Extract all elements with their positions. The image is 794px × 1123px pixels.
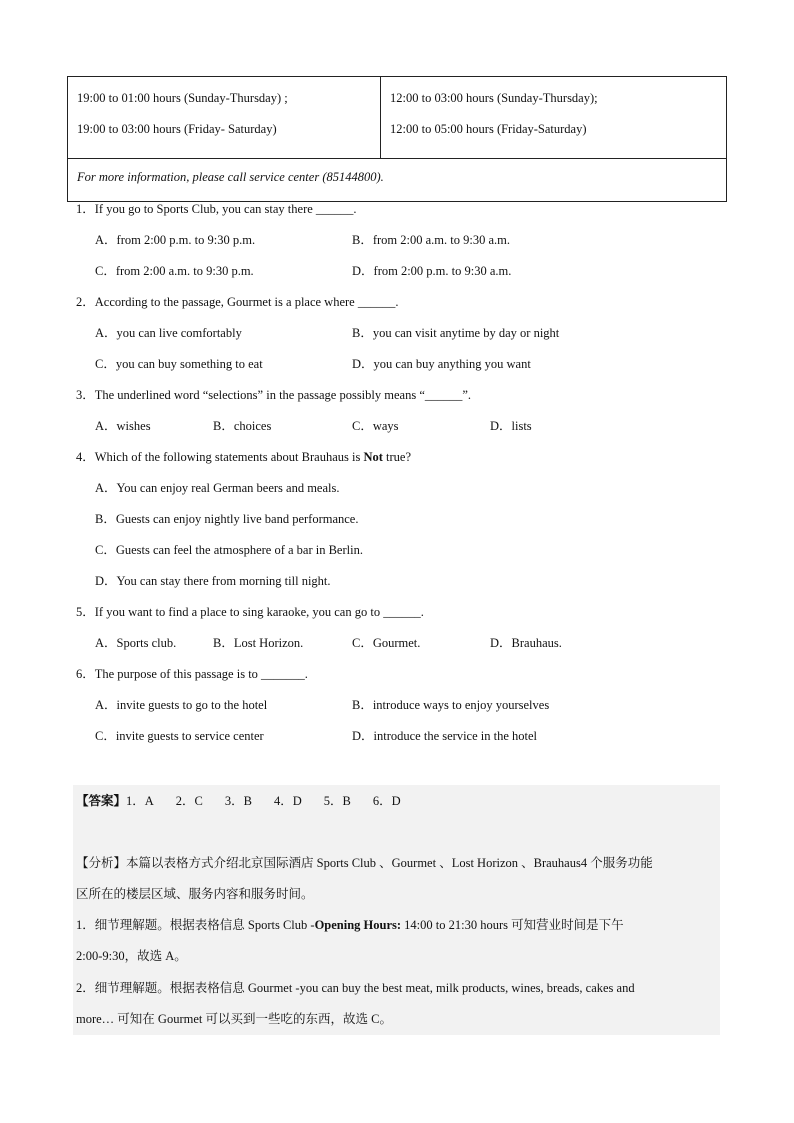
option-row [76,633,736,664]
option-d: D．You can stay there from morning till night. [95,574,331,588]
analysis-q1-cont: 2:00-9:30，故选 A。 [76,949,187,963]
stem-emphasis: Not [363,450,383,464]
option-a: A．Sports club. [95,636,177,650]
question-5 [76,602,736,664]
table-cell-left [68,77,381,159]
question-6 [76,664,736,757]
answer-item: 5．B [323,794,351,808]
question-2 [76,292,736,385]
opening-hours-table [67,76,727,202]
question-list [76,199,736,757]
option-row [76,695,736,726]
option-row [76,323,736,354]
answer-item: 6．D [372,794,401,808]
analysis-intro: 【分析】本篇以表格方式介绍北京国际酒店 Sports Club 、Gourmet 、Lost Horizon 、Brauhaus4 个服务功能 [76,856,653,870]
option-a: A．you can live comfortably [95,326,242,340]
answer-line [76,791,423,811]
analysis-q2-cont: more… 可知在 Gourmet 可以买到一些吃的东西，故选 C。 [76,1012,392,1026]
option-row [76,261,736,292]
table-row [68,77,727,159]
answer-analysis-box [73,785,720,1035]
option-d: D．Brauhaus. [490,636,562,650]
question-1 [76,199,736,292]
option-a: A．wishes [95,419,151,433]
option-d: D．you can buy anything you want [352,357,531,371]
analysis-q2: 2．细节理解题。根据表格信息 Gourmet -you can buy the best meat, milk products, wines, breads, cakes and [76,981,635,995]
analysis-q1 [76,915,624,935]
analysis-emphasis: Opening Hours: [314,918,402,932]
answer-item: 3．B [224,794,252,808]
answer-item: 1．A [126,794,154,808]
option-row [76,416,736,447]
option-d: D．lists [490,419,532,433]
table-note-cell [68,159,727,202]
option-row [76,571,736,602]
hours-line: 19:00 to 03:00 hours (Friday- Saturday) [77,122,277,136]
question-4 [76,447,736,602]
option-d: D．from 2:00 p.m. to 9:30 a.m. [352,264,512,278]
stem-text: true? [382,450,412,464]
option-b: B．choices [213,419,272,433]
option-b: B．you can visit anytime by day or night [352,326,560,340]
option-b: B．Lost Horizon. [213,636,304,650]
option-c: C．invite guests to service center [95,729,264,743]
option-row [76,354,736,385]
answer-item: 2．C [175,794,203,808]
table-cell-right [381,77,727,159]
question-stem: 3．The underlined word “selections” in the passage possibly means “______”. [76,388,472,402]
option-c: C．from 2:00 a.m. to 9:30 p.m. [95,264,254,278]
analysis-intro-cont: 区所在的楼层区域、服务内容和服务时间。 [76,887,314,901]
question-stem: 1．If you go to Sports Club, you can stay there ______. [76,202,357,216]
option-c: C．you can buy something to eat [95,357,263,371]
option-c: C．ways [352,419,399,433]
question-stem [76,447,736,478]
option-row [76,230,736,261]
analysis-text: 1．细节理解题。根据表格信息 Sports Club - [76,918,315,932]
option-a: A．invite guests to go to the hotel [95,698,268,712]
option-row [76,540,736,571]
answer-label: 【答案】 [76,794,127,808]
table-row [68,159,727,202]
question-stem: 2．According to the passage, Gourmet is a place where ______. [76,295,399,309]
analysis-text: 14:00 to 21:30 hours 可知营业时间是下午 [401,918,624,932]
question-stem: 6．The purpose of this passage is to _______. [76,667,308,681]
option-b: B．introduce ways to enjoy yourselves [352,698,550,712]
option-d: D．introduce the service in the hotel [352,729,538,743]
option-c: C．Gourmet. [352,636,421,650]
option-a: A．from 2:00 p.m. to 9:30 p.m. [95,233,256,247]
option-b: B．from 2:00 a.m. to 9:30 a.m. [352,233,510,247]
option-b: B．Guests can enjoy nightly live band performance. [95,512,359,526]
hours-line: 12:00 to 05:00 hours (Friday-Saturday) [390,122,587,136]
option-row [76,478,736,509]
hours-line: 19:00 to 01:00 hours (Sunday-Thursday) ; [77,91,288,105]
option-row [76,726,736,757]
option-row [76,509,736,540]
service-center-note: For more information, please call service center (85144800). [77,170,384,184]
question-stem: 5．If you want to find a place to sing karaoke, you can go to ______. [76,605,424,619]
answer-item: 4．D [273,794,302,808]
option-a: A．You can enjoy real German beers and meals. [95,481,340,495]
hours-line: 12:00 to 03:00 hours (Sunday-Thursday); [390,91,598,105]
stem-text: 4．Which of the following statements about Brauhaus is [76,450,364,464]
question-3 [76,385,736,447]
option-c: C．Guests can feel the atmosphere of a bar in Berlin. [95,543,363,557]
